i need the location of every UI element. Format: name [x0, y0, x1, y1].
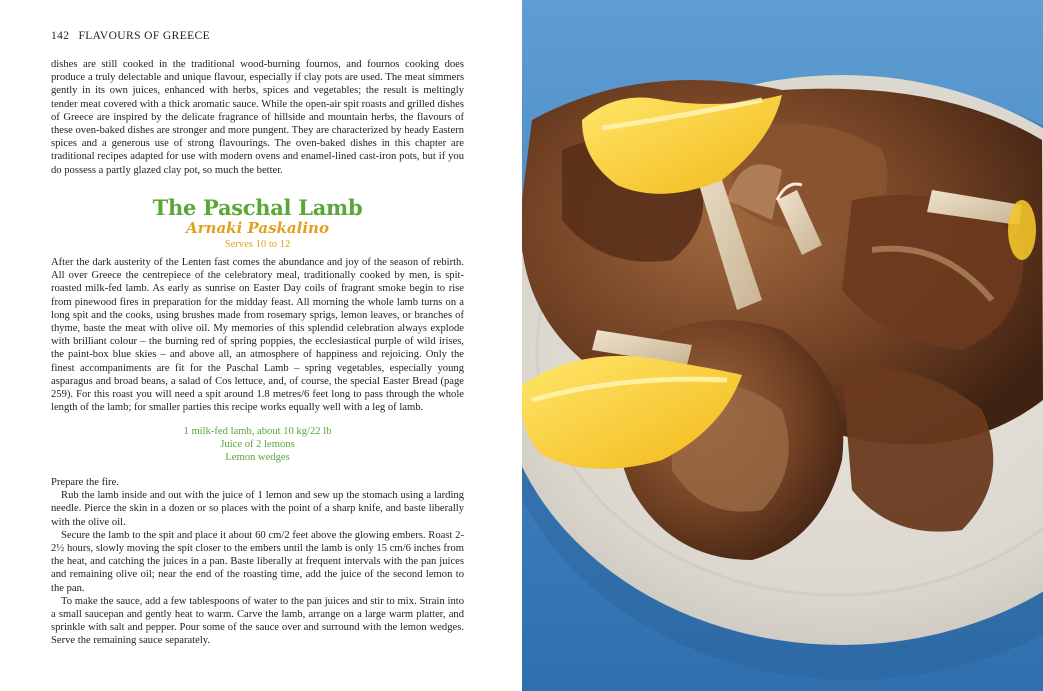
recipe-subtitle: Arnaki Paskalino — [186, 219, 329, 237]
story-text: After the dark austerity of the Lenten fast comes the abundance and joy of the season of rebirth. All over Greece the centrepiece of the celebratory meal, traditionally cooked by men, is spit-roasted milk-fed lamb. As early as sunrise on Easter Day coils of fragrant smoke begin to rise from pinewood fires in preparation for the midday feast. All morning the whole lamb turns on a long spit and the cooks, using brushes made from rosemary sprigs, lemon leaves, or branches of thyme, baste the meat with olive oil. My memories of this splendid celebration always explode with brilliant colour – the burning red of spring poppies, the ecclesiastical purple of wild irises, the paint-box blue skies – and above all, an atmosphere of happiness and rejoicing. Only the finest accompaniments are fit for the Paschal Lamb – spring vegetables, especially young asparagus and broad beans, a salad of Cos lettuce, and, of course, the special Easter Bread (page 259). For this roast you will need a spit around 1.8 metres/6 feet long to pass through the whole length of the lamb; for smaller parties this recipe works equally well with a leg of lamb. — [51, 257, 464, 414]
recipe-title: The Paschal Lamb — [152, 195, 363, 220]
lamb-chops-photo — [522, 0, 1043, 691]
intro-paragraph — [51, 58, 464, 177]
method-step: Rub the lamb inside and out with the juice of 1 lemon and sew up the stomach using a larding needle. Pierce the skin in a dozen or so places with the point of a sharp knife, and baste liberally with the olive oil. — [51, 490, 464, 528]
running-title: FLAVOURS OF GREECE — [78, 30, 211, 42]
method-step: Secure the lamb to the spit and place it about 60 cm/2 feet above the glowing embers. Roast 2-2½ hours, slowly moving the spit closer to the embers until the lamb is only 15 cm/6 inches from the heat, and catching the juices in a pan. Baste liberally at frequent intervals with the pan juices and remaining olive oil; near the end of the roasting time, add the juice of the second lemon to the pan. — [51, 529, 464, 594]
ingredient-item: Lemon wedges — [225, 452, 290, 464]
page-number: 142 — [51, 30, 70, 42]
ingredient-item: Juice of 2 lemons — [220, 439, 295, 451]
method-step: To make the sauce, add a few tablespoons of water to the pan juices and stir to mix. Strain into a small saucepan and gently heat to warm. Carve the lamb, arrange on a large warm platter, and sprinkle with salt and pepper. Pour some of the sauce over and surround with the lemon wedges. Serve the remaining sauce separately. — [51, 595, 464, 647]
method-step: Prepare the fire. — [51, 477, 119, 488]
running-head — [51, 30, 210, 42]
method-steps — [51, 476, 464, 648]
intro-text: dishes are still cooked in the traditional wood-burning fournos, and fournos cooking does produce a truly delectable and unique flavour, especially if clay pots are used. The meat simmers gently in its own juices, enhanced with herbs, spices and vegetables; the result is meltingly tender meat covered with a thick aromatic sauce. While the open-air spit roasts and grilled dishes of Greece are inspired by the delicate fragrance of hillside and mountain herbs, the flavours of these oven-baked dishes are stronger and more pungent. They are characterized by heady Eastern spices and a generous use of strong flavourings. The oven-baked dishes in this chapter are traditional recipes adapted for use with modern ovens and enamel-lined cast-iron pots, but if you do possess a partly glazed clay pot, so much the better. — [51, 59, 464, 176]
ingredient-list — [51, 425, 464, 465]
recipe-serves: Serves 10 to 12 — [224, 239, 291, 250]
ingredient-item: 1 milk-fed lamb, about 10 kg/22 lb — [183, 426, 332, 437]
recipe-story — [51, 256, 464, 414]
